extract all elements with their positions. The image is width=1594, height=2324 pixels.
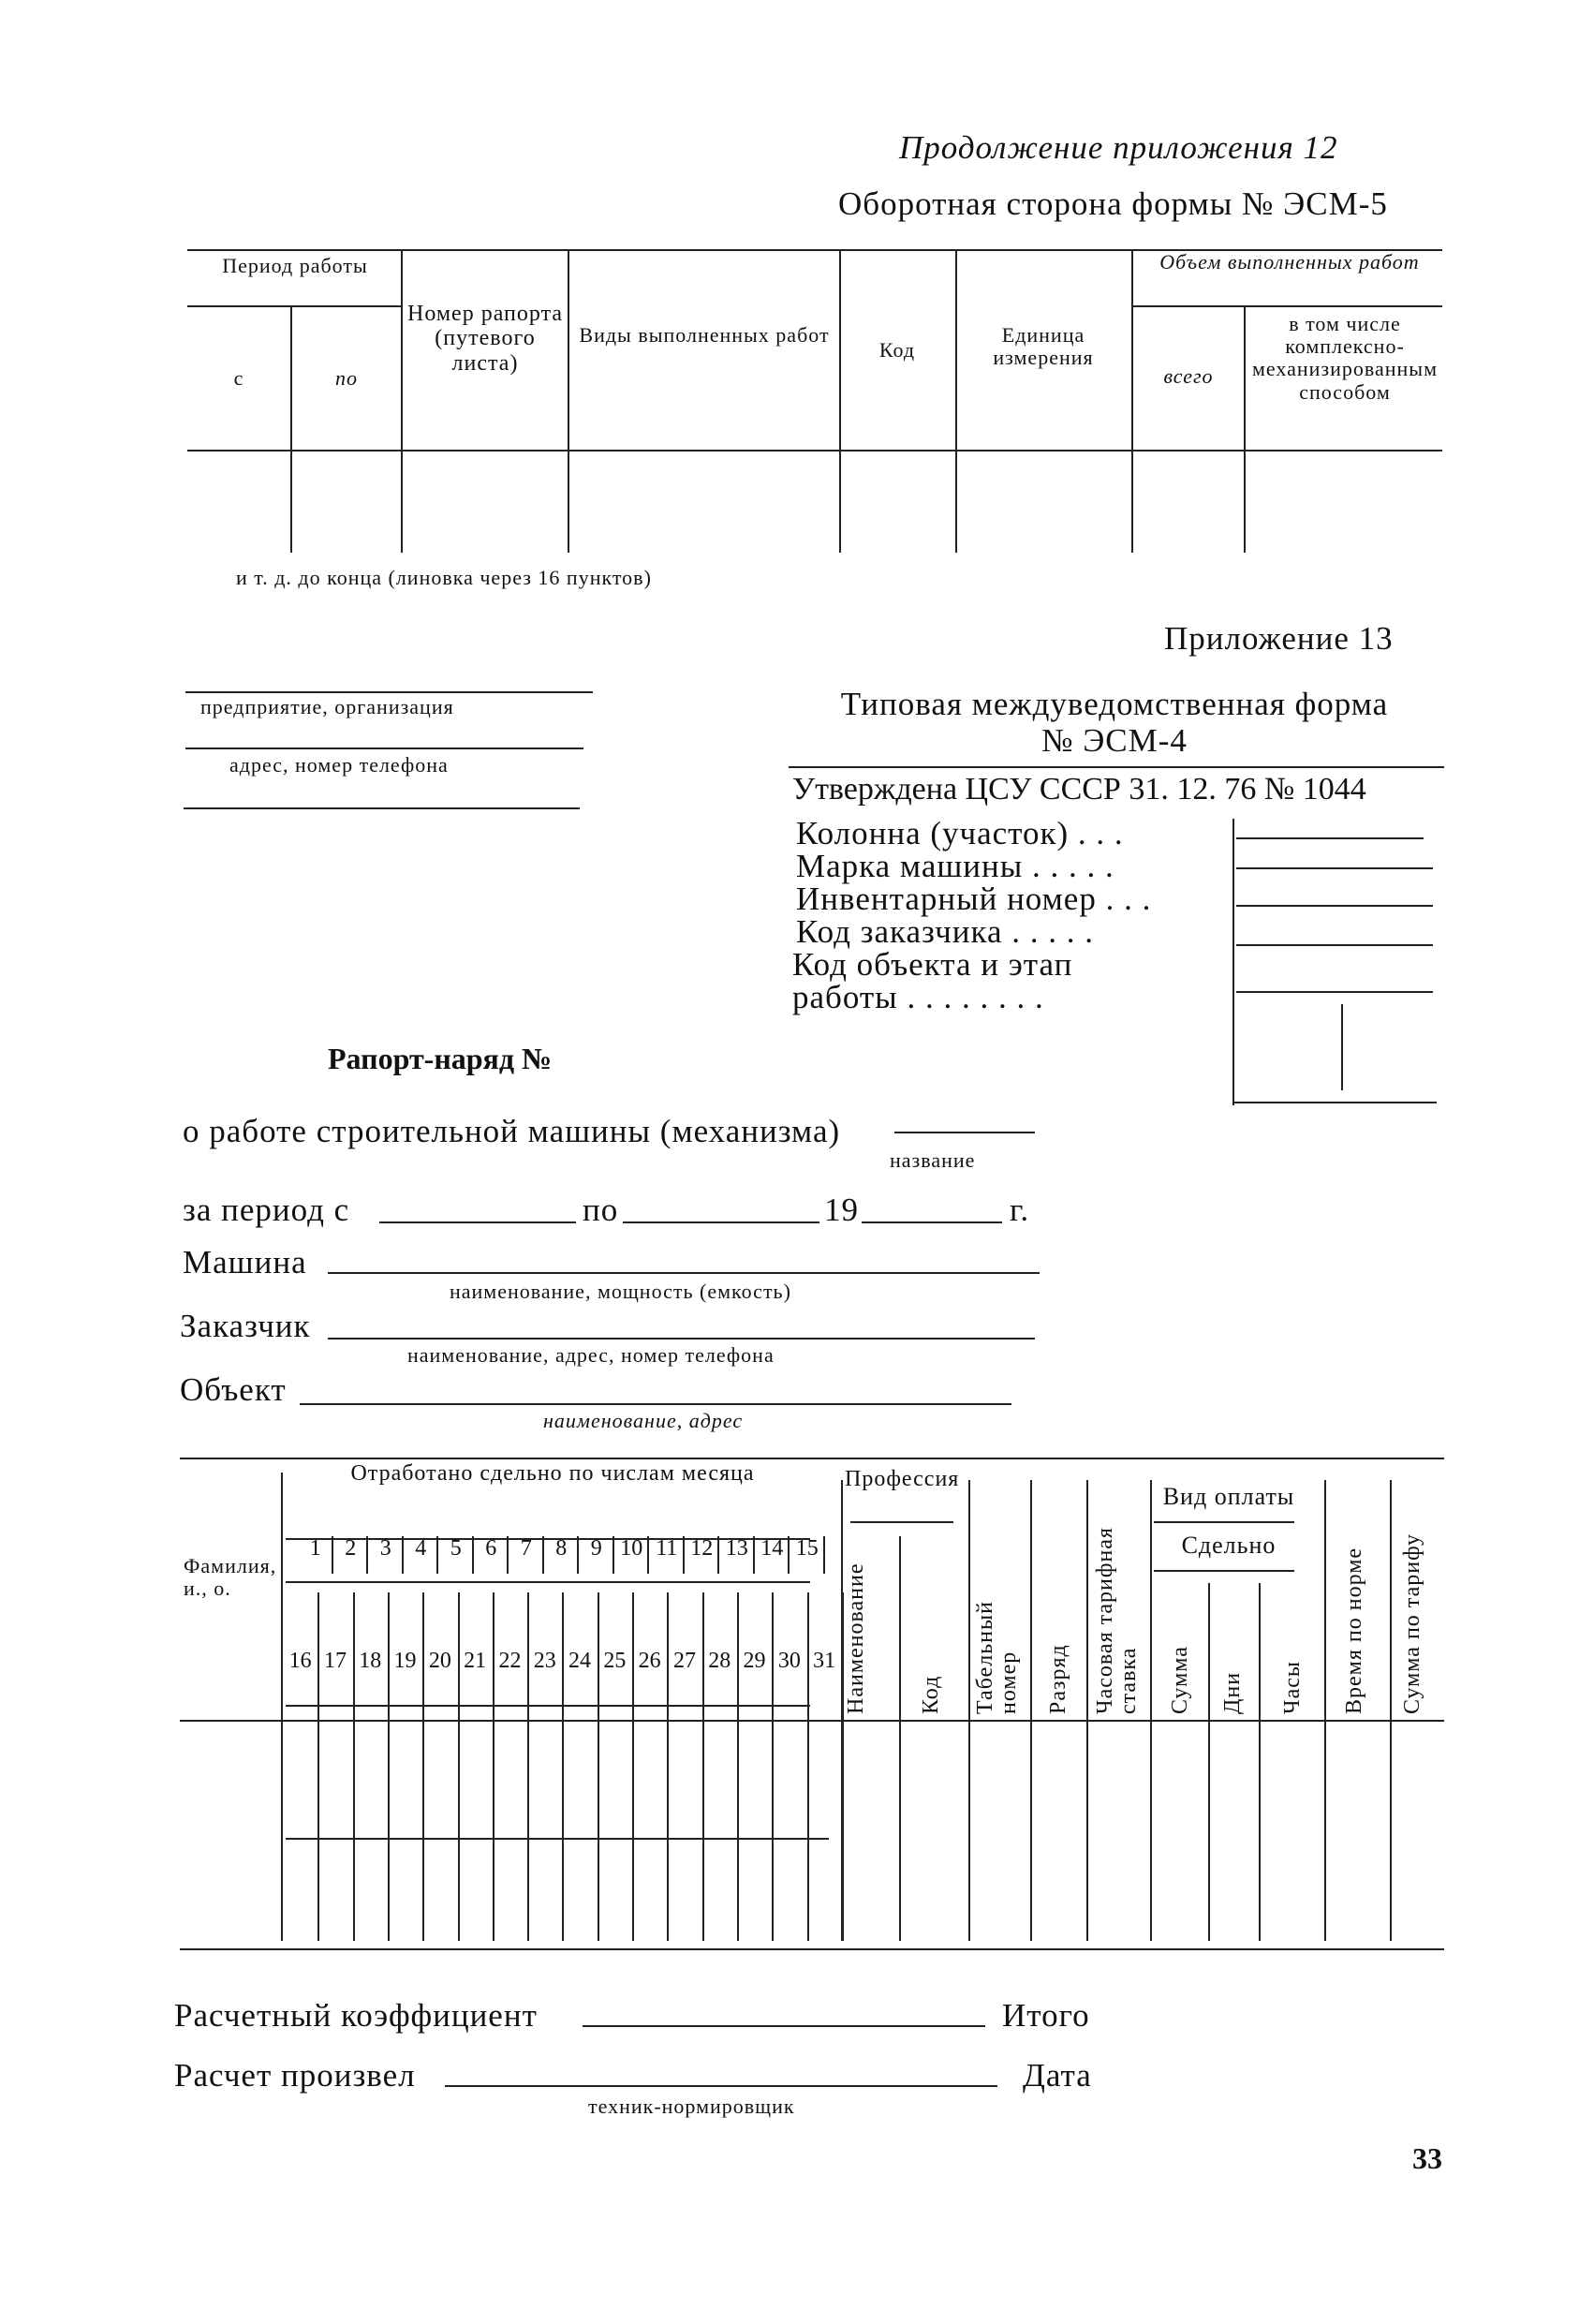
day-number: 5 xyxy=(450,1536,462,1561)
machine-field[interactable] xyxy=(328,1272,1040,1274)
object-hint: наименование, адрес xyxy=(543,1409,744,1432)
continuation-heading: Продолжение приложения 12 xyxy=(899,129,1338,166)
period-to-label: по xyxy=(583,1192,619,1228)
prof-name-header: Наименование xyxy=(844,1562,868,1714)
day-number: 24 xyxy=(568,1649,592,1673)
period-to-header: по xyxy=(335,366,358,390)
machine-name-field[interactable] xyxy=(894,1132,1035,1133)
day-number: 2 xyxy=(345,1536,357,1561)
total-header: всего xyxy=(1163,364,1214,388)
day-number: 4 xyxy=(415,1536,427,1561)
sum-header: Сумма xyxy=(1168,1646,1192,1714)
day-number: 11 xyxy=(656,1536,678,1561)
machine-label: Машина xyxy=(183,1244,307,1280)
org-hint: предприятие, организация xyxy=(200,695,454,718)
prof-code-header: Код xyxy=(919,1675,943,1714)
coef-field[interactable] xyxy=(583,2025,985,2027)
volume-header: Объем выполненных работ xyxy=(1159,250,1420,274)
day-number: 23 xyxy=(533,1649,556,1673)
form-type: Типовая междуведомственная форма xyxy=(840,686,1389,722)
mechanized-header: в том числе комплексно-механизированным способом xyxy=(1252,312,1438,404)
customer-field[interactable] xyxy=(328,1338,1035,1340)
work-types-header: Виды выполненных работ xyxy=(579,323,830,347)
period-from-label: за период с xyxy=(183,1192,350,1228)
period-to-field[interactable] xyxy=(623,1221,819,1223)
day-number: 10 xyxy=(620,1536,643,1561)
date-label: Дата xyxy=(1023,2057,1092,2094)
day-number: 22 xyxy=(498,1649,522,1673)
grade-header: Разряд xyxy=(1046,1644,1070,1714)
coef-label: Расчетный коэффициент xyxy=(174,1997,538,2034)
report-title: Рапорт-наряд № xyxy=(328,1042,553,1075)
time-norm-header: Время по норме xyxy=(1342,1547,1366,1714)
address-hint: адрес, номер телефона xyxy=(229,753,449,777)
piece-header: Сдельно xyxy=(1181,1532,1277,1559)
period-from-header: с xyxy=(233,366,244,390)
report-no-header: Номер рапорта (путевого листа) xyxy=(406,302,563,376)
day-number: 3 xyxy=(379,1536,391,1561)
machine-hint: наименование, мощность (емкость) xyxy=(450,1280,791,1303)
day-number: 28 xyxy=(708,1649,731,1673)
day-number: 18 xyxy=(359,1649,382,1673)
form-number: № ЭСМ-4 xyxy=(1041,722,1188,759)
calc-by-field[interactable] xyxy=(445,2085,997,2087)
period-from-field[interactable] xyxy=(379,1221,576,1223)
field-column: Колонна (участок) . . . xyxy=(796,815,1124,851)
fio-header: Фамилия, и., о. xyxy=(184,1554,277,1601)
field-object-code: Код объекта и этап xyxy=(792,946,1073,983)
customer-label: Заказчик xyxy=(180,1308,311,1344)
day-number: 26 xyxy=(638,1649,661,1673)
pay-type-header: Вид оплаты xyxy=(1162,1483,1295,1510)
unit-header: Единица измерения xyxy=(993,323,1094,370)
day-number: 8 xyxy=(555,1536,568,1561)
day-number: 9 xyxy=(590,1536,602,1561)
day-number: 16 xyxy=(288,1649,312,1673)
sum-tariff-header: Сумма по тарифу xyxy=(1400,1532,1424,1714)
day-number: 21 xyxy=(464,1649,487,1673)
year-field[interactable] xyxy=(862,1221,1002,1223)
about-line: о работе строительной машины (механизма) xyxy=(183,1113,841,1149)
day-number: 7 xyxy=(520,1536,532,1561)
object-label: Объект xyxy=(180,1371,287,1408)
role-hint: техник-нормировщик xyxy=(588,2095,795,2118)
year-suffix: г. xyxy=(1010,1192,1030,1228)
day-number: 14 xyxy=(760,1536,784,1561)
calc-by-label: Расчет произвел xyxy=(174,2057,416,2094)
day-number: 27 xyxy=(672,1649,696,1673)
day-number: 6 xyxy=(485,1536,497,1561)
day-number: 13 xyxy=(725,1536,748,1561)
field-machine-brand: Марка машины . . . . . xyxy=(796,848,1114,884)
rate-header: Часовая тарифная ставка xyxy=(1093,1527,1142,1714)
day-number: 29 xyxy=(743,1649,766,1673)
worked-header: Отработано сдельно по числам месяца xyxy=(350,1461,755,1486)
approved-line: Утверждена ЦСУ СССР 31. 12. 76 № 1044 xyxy=(792,772,1366,807)
year-prefix: 19 xyxy=(824,1192,859,1228)
top-footnote: и т. д. до конца (линовка через 16 пунктов) xyxy=(236,566,652,589)
days-header: Дни xyxy=(1220,1671,1245,1714)
field-work-stage: работы . . . . . . . . xyxy=(792,979,1044,1015)
day-number: 15 xyxy=(795,1536,819,1561)
day-number: 31 xyxy=(813,1649,836,1673)
day-number: 19 xyxy=(393,1649,417,1673)
field-inventory-no: Инвентарный номер . . . xyxy=(796,881,1152,917)
period-header: Период работы xyxy=(222,254,368,277)
day-number: 25 xyxy=(603,1649,627,1673)
day-number: 30 xyxy=(777,1649,801,1673)
day-number: 1 xyxy=(309,1536,321,1561)
field-customer-code: Код заказчика . . . . . xyxy=(796,913,1094,950)
day-number: 20 xyxy=(428,1649,451,1673)
machine-name-hint: название xyxy=(890,1148,976,1172)
profession-header: Профессия xyxy=(845,1467,960,1491)
day-number: 17 xyxy=(323,1649,347,1673)
page-number: 33 xyxy=(1412,2141,1442,2175)
tab-no-header: Табельный номер xyxy=(973,1601,1022,1714)
form-side-heading: Оборотная сторона формы № ЭСМ-5 xyxy=(838,185,1388,222)
hours-header: Часы xyxy=(1280,1660,1305,1714)
object-field[interactable] xyxy=(300,1403,1011,1405)
code-header: Код xyxy=(878,338,916,362)
appendix13-title: Приложение 13 xyxy=(1164,620,1394,657)
customer-hint: наименование, адрес, номер телефона xyxy=(407,1343,775,1367)
day-number: 12 xyxy=(690,1536,714,1561)
total-label: Итого xyxy=(1002,1997,1090,2034)
